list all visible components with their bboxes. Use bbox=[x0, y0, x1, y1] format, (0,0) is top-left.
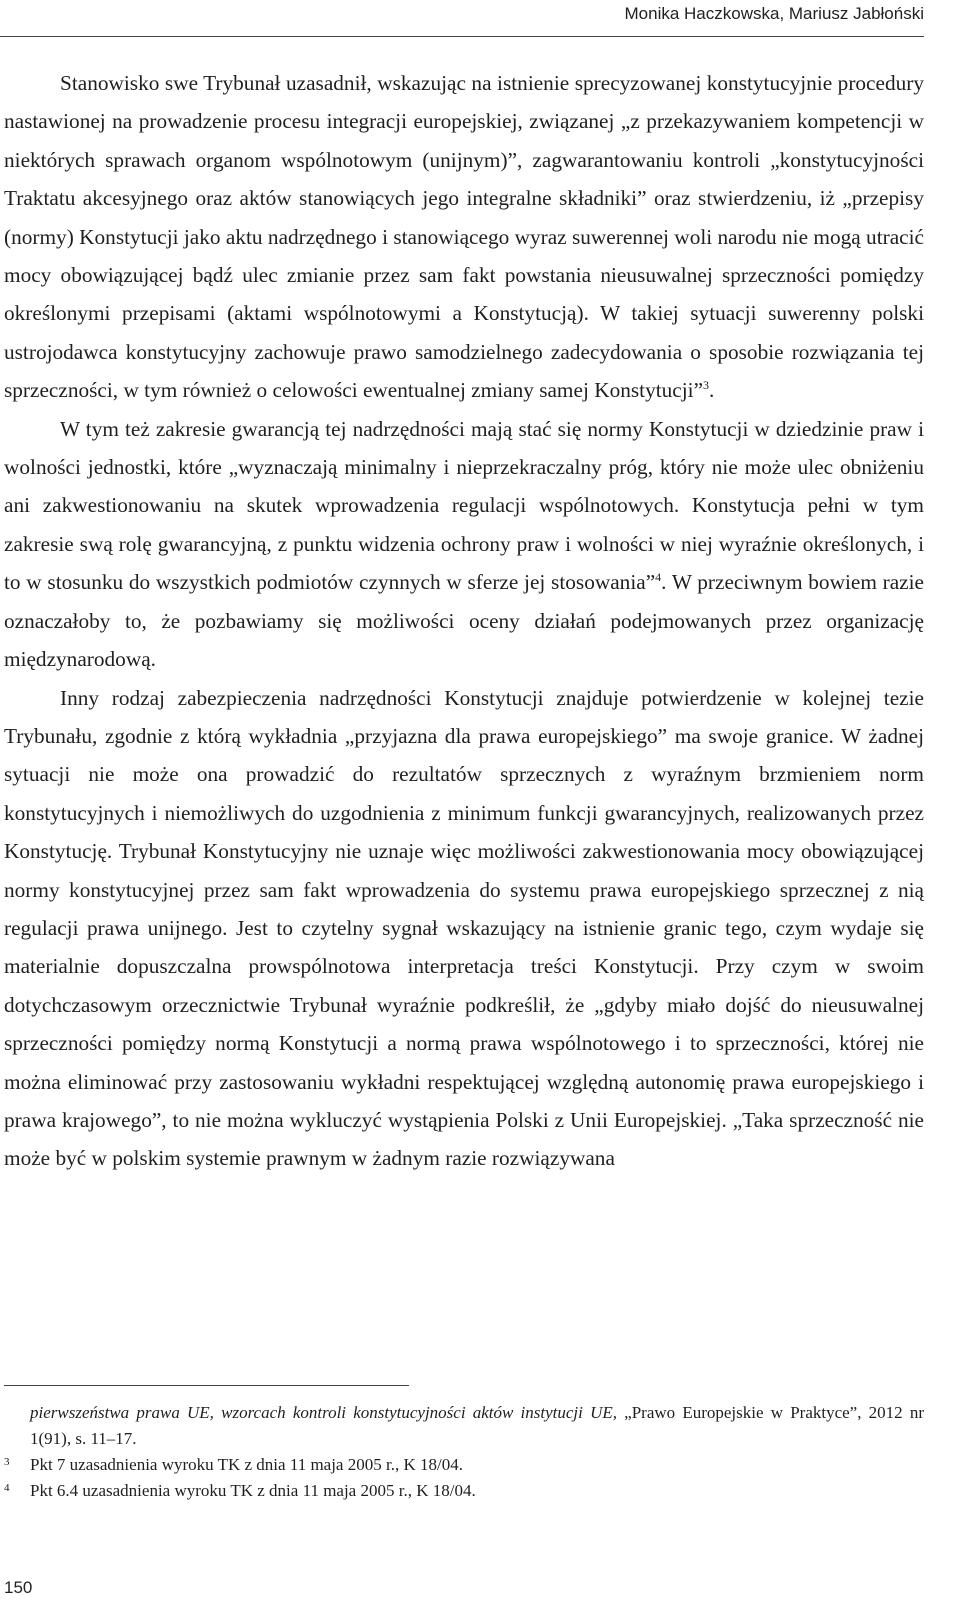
footnote-3-text: Pkt 7 uzasadnienia wyroku TK z dnia 11 maja 2005 r., K 18/04. bbox=[30, 1455, 463, 1474]
footnotes bbox=[4, 1400, 924, 1504]
body-text bbox=[4, 64, 924, 1178]
header-authors: Monika Haczkowska, Mariusz Jabłoński bbox=[624, 4, 924, 23]
paragraph-3-text: Inny rodzaj zabezpieczenia nadrzędności Konstytucji znajduje potwierdzenie w kolejnej tezie Trybunału, zgodnie z którą wykładnia „przyjazna dla prawa europejskiego” ma swoje granice. W żadnej sytuacji nie może ona prowadzić do rezultatów sprzecznych z wyraźnym brzmieniem norm konstytucyjnych i niemożliwych do uzgodnienia z minimum funkcji gwarancyjnych, realizowanych przez Konstytucję. Trybunał Konstytucyjny nie uznaje więc możliwości zakwestionowania mocy obowiązującej normy konstytucyjnej przez sam fakt wprowadzenia do systemu prawa europejskiego sprzecznej z nią regulacji prawa unijnego. Jest to czytelny sygnał wskazujący na istnienie granic tego, czym wydaje się materialnie dopuszczalna prowspólnotowa interpretacja treści Konstytucji. Przy czym w swoim dotychczasowym orzecznictwie Trybunał wyraźnie podkreślił, że „gdyby miało dojść do nieusuwalnej sprzeczności pomiędzy normą Konstytucji a normą prawa wspólnotowego i to sprzeczności, której nie można eliminować przy zastosowaniu wykładni respektującej względną autonomię prawa europejskiego i prawa krajowego”, to nie można wykluczyć wystąpienia Polski z Unii Europejskiej. „Taka sprzeczność nie może być w polskim systemie prawnym w żadnym razie rozwiązywana bbox=[4, 685, 924, 1171]
paragraph-2 bbox=[4, 410, 924, 679]
footnote-continuation bbox=[4, 1400, 924, 1452]
footnote-separator bbox=[4, 1385, 409, 1386]
running-header bbox=[0, 0, 924, 37]
footnote-continuation-rest: „Prawo Europejskie w Praktyce”, 2012 nr 1(91), s. 11–17. bbox=[30, 1403, 925, 1448]
footnote-4 bbox=[4, 1478, 924, 1504]
footnote-ref-4[interactable]: 4 bbox=[655, 570, 662, 585]
paragraph-2-tail: . W przeciwnym bowiem razie oznaczałoby to, że pozbawiamy się możliwości oceny działań podejmowanych przez organizację międzynarodową. bbox=[4, 570, 924, 672]
paragraph-1-text: Stanowisko swe Trybunał uzasadnił, wskazując na istnienie sprecyzowanej konstytucyjnie procedury nastawionej na prowadzenie procesu integracji europejskiej, związanej „z przekazywaniem kompetencji w niektórych sprawach organom wspólnotowym (unijnym)”, zagwarantowaniu kontroli „konstytucyjności Traktatu akcesyjnego oraz aktów stanowiących jego integralne składniki” oraz stwierdzeniu, iż „przepisy (normy) Konstytucji jako aktu nadrzędnego i stanowiącego wyraz suwerennej woli narodu nie mogą utracić mocy obowiązującej bądź ulec zmianie przez sam fakt powstania nieusuwalnej sprzeczności pomiędzy określonymi przepisami (aktami wspólnotowymi a Konstytucją). W takiej sytuacji suwerenny polski ustrojodawca konstytucyjny zachowuje prawo samodzielnego zadecydowania o sposobie rozwiązania tej sprzeczności, w tym również o celowości ewentualnej zmiany samej Konstytucji” bbox=[4, 71, 924, 403]
paragraph-2-text: W tym też zakresie gwarancją tej nadrzędności mają stać się normy Konstytucji w dziedzinie praw i wolności jednostki, które „wyznaczają minimalny i nieprzekraczalny próg, który nie może ulec obniżeniu ani zakwestionowaniu na skutek wprowadzenia regulacji wspólnotowych. Konstytucja pełni w tym zakresie swą rolę gwarancyjną, z punktu widzenia ochrony praw i wolności w niej wyraźnie określonych, i to w stosunku do wszystkich podmiotów czynnych w sferze jej stosowania” bbox=[4, 416, 924, 595]
footnote-continuation-italic: pierwszeństwa prawa UE, wzorcach kontroli konstytucyjności aktów instytucji UE, bbox=[30, 1403, 617, 1422]
footnote-4-text: Pkt 6.4 uzasadnienia wyroku TK z dnia 11 maja 2005 r., K 18/04. bbox=[30, 1481, 476, 1500]
paragraph-3 bbox=[4, 679, 924, 1178]
page-number: 150 bbox=[4, 1578, 33, 1597]
footnote-3 bbox=[4, 1452, 924, 1478]
paragraph-1 bbox=[4, 64, 924, 410]
footnote-ref-3[interactable]: 3 bbox=[703, 378, 710, 393]
footnote-4-number: 4 bbox=[4, 1482, 10, 1494]
footnote-3-number: 3 bbox=[4, 1456, 10, 1468]
paragraph-1-tail: . bbox=[709, 378, 715, 403]
